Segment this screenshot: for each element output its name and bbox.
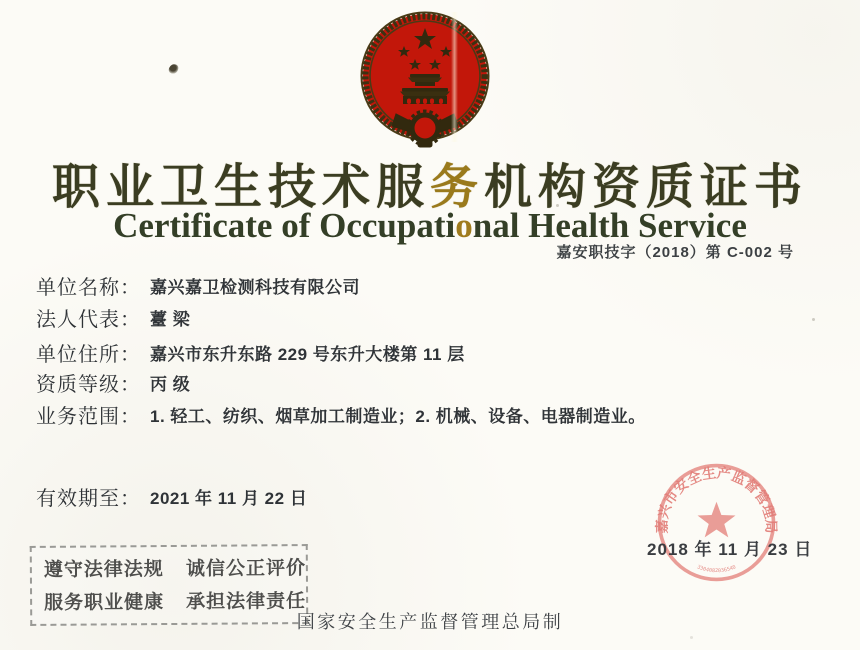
stamp-arc-text: 嘉兴市安全生产监督管理局: [654, 465, 779, 534]
scan-speck: [690, 636, 693, 639]
subtitle-gold-char: o: [455, 206, 473, 245]
stamp-serial: 3304082036540: [696, 564, 737, 575]
field-value: 1. 轻工、纺织、烟草加工制造业；2. 机械、设备、电器制造业。: [150, 407, 646, 426]
field-qualification-level: [36, 368, 190, 397]
motto-item: 诚信公正评价: [185, 557, 306, 580]
certificate-number: 嘉安职技字（2018）第 C-002 号: [556, 244, 794, 261]
prc-national-emblem-icon: [358, 10, 492, 150]
certificate-subtitle-english: [0, 206, 860, 246]
field-label: 业务范围：: [36, 404, 141, 428]
field-value: 2021 年 11 月 22 日: [150, 489, 308, 508]
field-label: 法人代表：: [36, 307, 141, 331]
scan-speck: [812, 318, 815, 321]
field-value: 嘉兴市东升东路 229 号东升大楼第 11 层: [150, 345, 465, 364]
field-legal-representative: [36, 303, 190, 332]
motto-item: 承担法律责任: [186, 590, 307, 613]
subtitle-part1: Certificate of Occupati: [113, 206, 456, 245]
stamp-star-icon: [698, 502, 736, 538]
svg-text:3304082036540: [696, 564, 737, 574]
subtitle-part2: nal Health Service: [472, 206, 747, 245]
official-red-stamp: [644, 450, 789, 595]
motto-item: 遵守法律法规: [43, 558, 164, 581]
field-business-scope: [36, 400, 646, 429]
title-part2: 机构资质证书: [484, 159, 809, 215]
field-value: 丙 级: [150, 375, 191, 394]
field-value: 薹 梁: [150, 310, 191, 329]
title-part1: 职业卫生技术服: [51, 159, 430, 215]
field-value: 嘉兴嘉卫检测科技有限公司: [150, 278, 360, 297]
field-unit-address: [36, 338, 465, 367]
field-unit-name: [36, 271, 360, 300]
ink-spot: [168, 63, 180, 75]
field-label: 有效期至：: [36, 486, 141, 510]
field-label: 单位名称：: [36, 275, 141, 299]
field-valid-until: [36, 482, 307, 511]
field-label: 单位住所：: [36, 342, 141, 366]
issuing-authority: 国家安全生产监督管理总局制: [296, 612, 564, 632]
title-gold-char: 务: [429, 159, 484, 215]
issue-date: 2018 年 11 月 23 日: [647, 540, 813, 559]
field-label: 资质等级：: [36, 372, 141, 396]
motto-item: 服务职业健康: [44, 591, 165, 614]
